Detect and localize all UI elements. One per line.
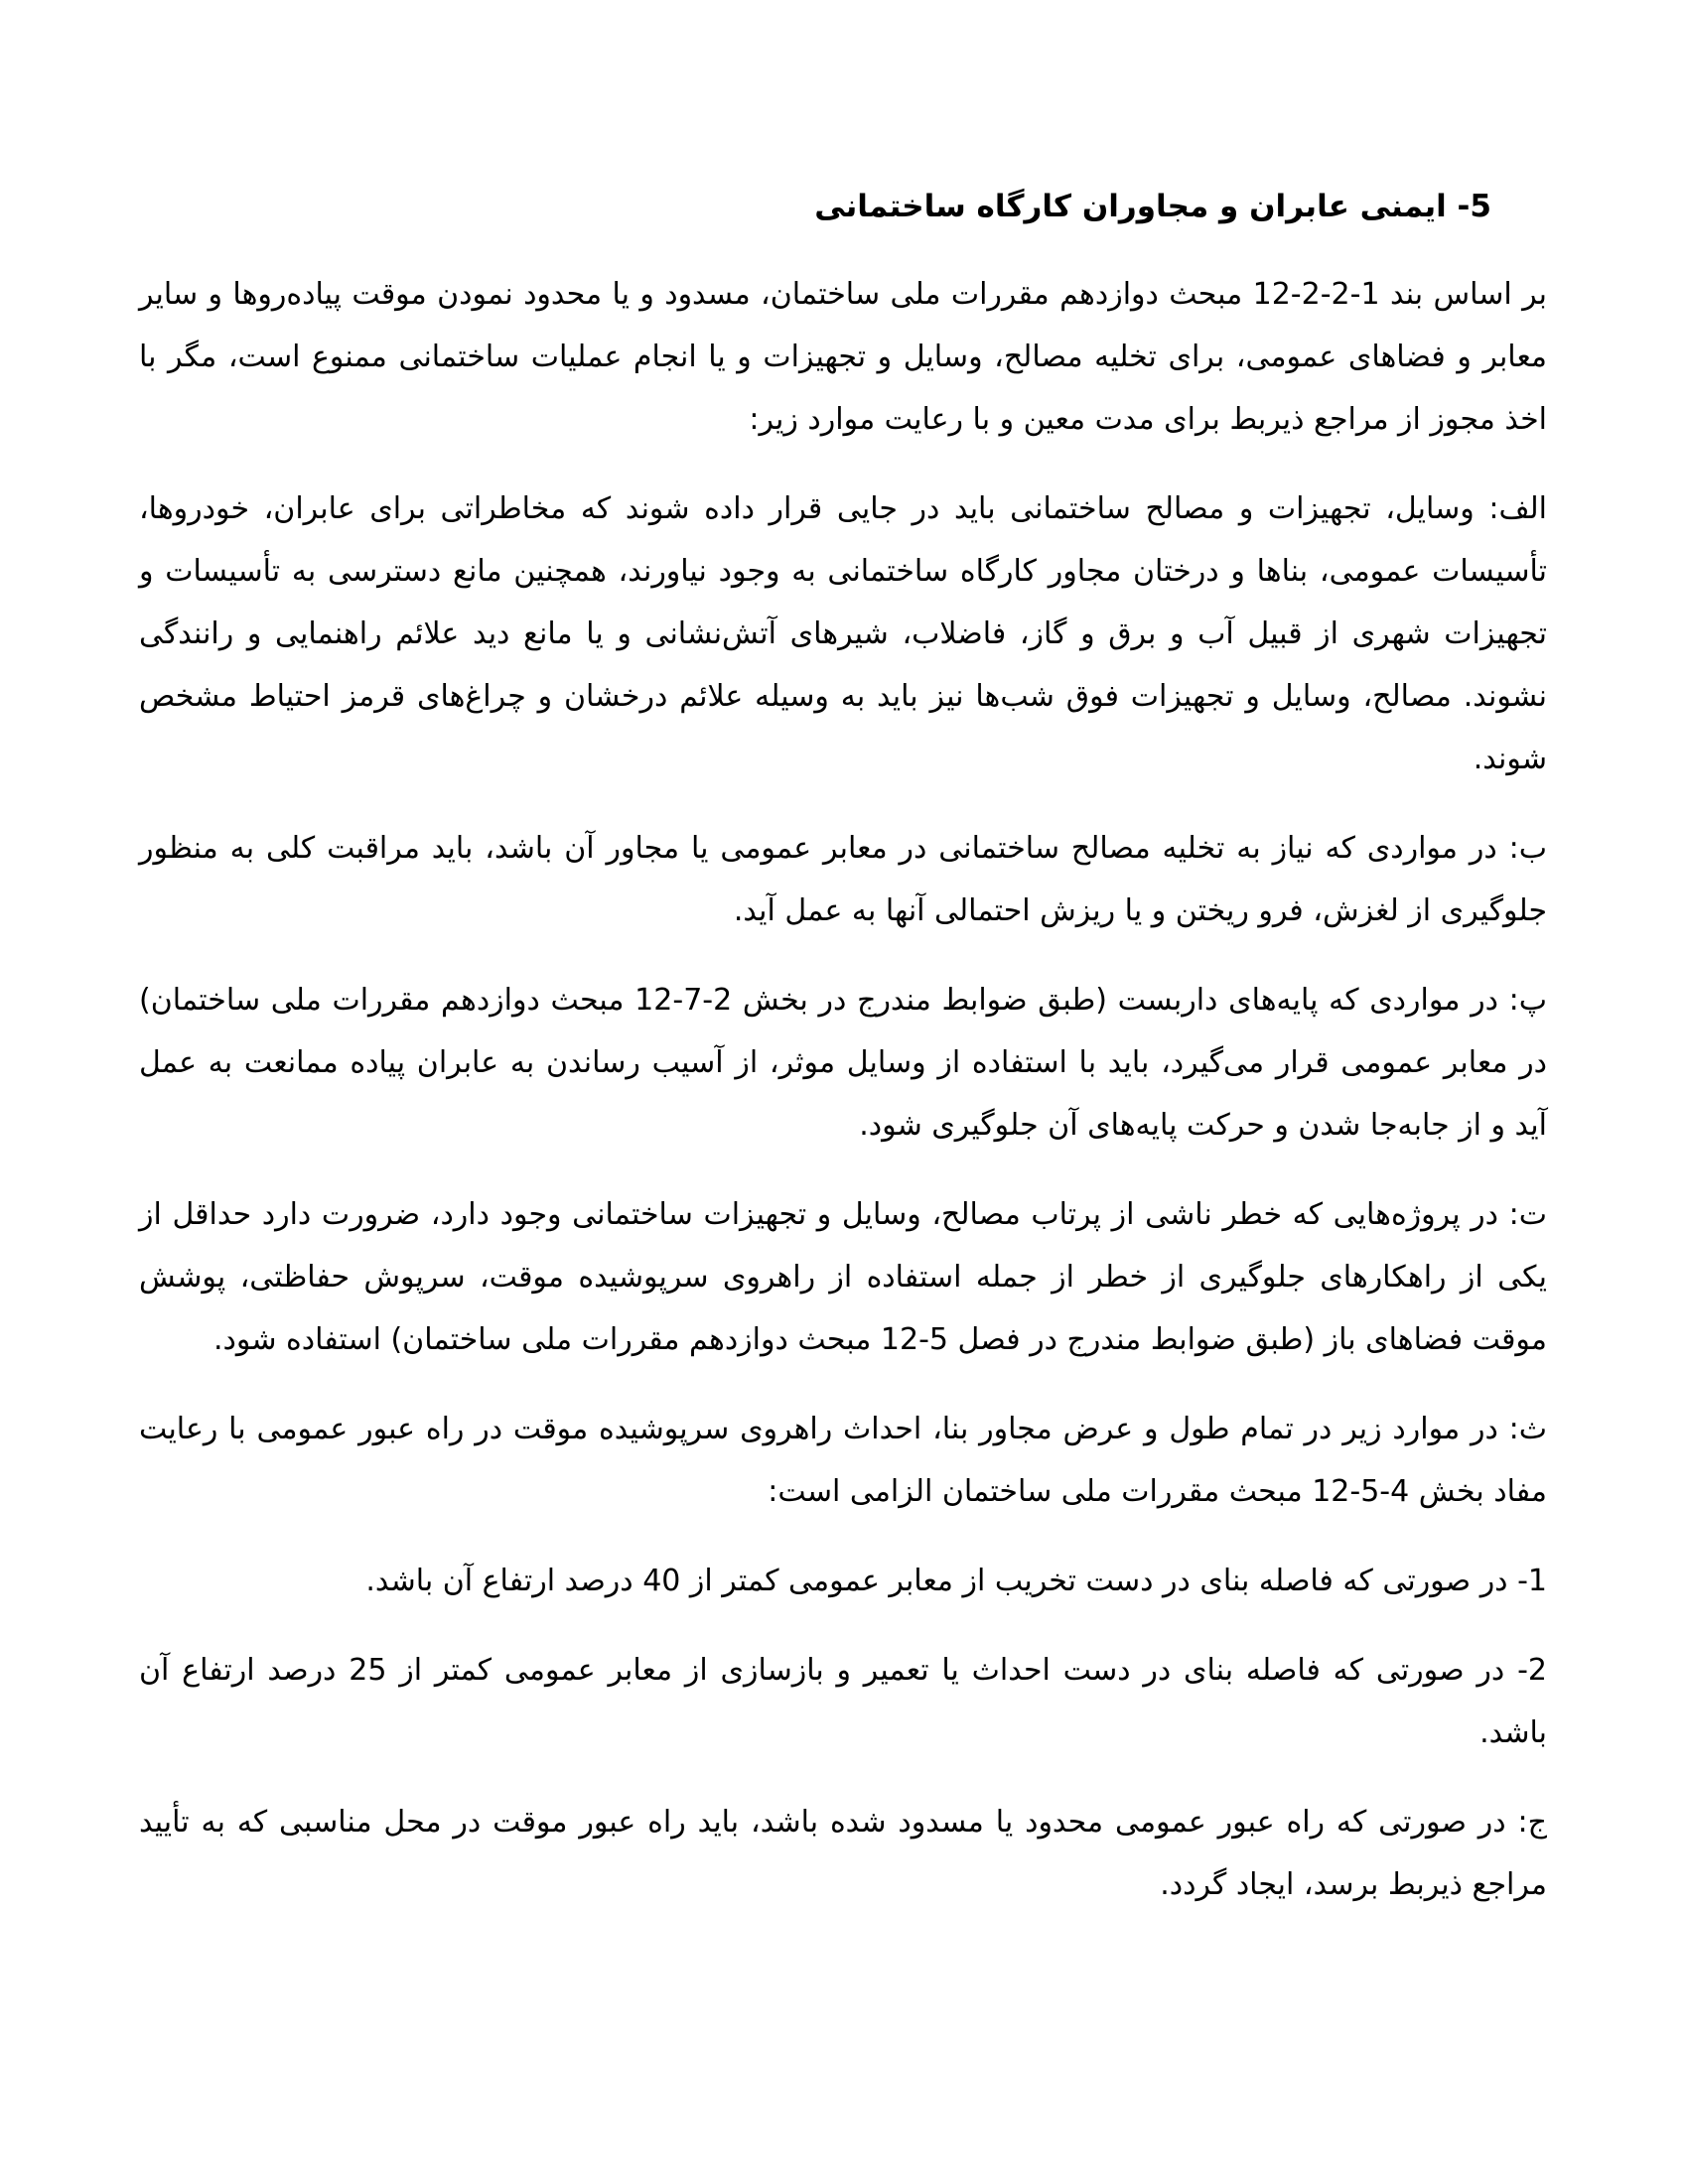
section-heading: 5- ایمنی عابران و مجاوران کارگاه ساختمانی <box>814 189 1491 224</box>
list-item-1: 1- در صورتی که فاصله بنای در دست تخریب از معابر عمومی کمتر از 40 درصد ارتفاع آن باشد. <box>365 1564 1547 1598</box>
paragraph-clause-se: ث: در موارد زیر در تمام طول و عرض مجاور بنا، احداث راهروی سرپوشیده موقت در راه عبور عمومی با رعایت مفاد بخش 4-5-12 مبحث مقررات ملی ساختمان الزامی است: <box>139 1412 1547 1509</box>
document-content <box>139 263 1547 1916</box>
paragraph-clause-jim: ج: در صورتی که راه عبور عمومی محدود یا مسدود شده باشد، باید راه عبور موقت در محل مناسبی که به تأیید مراجع ذیربط برسد، ایجاد گردد. <box>139 1805 1547 1902</box>
paragraph-clause-be: ب: در مواردی که نیاز به تخلیه مصالح ساختمانی در معابر عمومی یا مجاور آن باشد، باید مراقبت کلی به منظور جلوگیری از لغزش، فرو ریختن و یا ریزش احتمالی آنها به عمل آید. <box>139 831 1547 928</box>
paragraph-intro: بر اساس بند 1-2-2-12 مبحث دوازدهم مقررات ملی ساختمان، مسدود و یا محدود نمودن موقت پیاده‌روها و سایر معابر و فضاهای عمومی، برای تخلیه مصالح، وسایل و تجهیزات و یا انجام عملیات ساختمانی ممنوع است، مگر با اخذ مجوز از مراجع ذیربط برای مدت معین و با رعایت موارد زیر: <box>139 277 1547 437</box>
list-item-2: 2- در صورتی که فاصله بنای در دست احداث یا تعمیر و بازسازی از معابر عمومی کمتر از 25 درصد ارتفاع آن باشد. <box>139 1653 1547 1750</box>
paragraph-clause-te: ت: در پروژه‌هایی که خطر ناشی از پرتاب مصالح، وسایل و تجهیزات ساختمانی وجود دارد، ضرورت دارد حداقل از یکی از راهکارهای جلوگیری از خطر از جمله استفاده از راهروی سرپوشیده موقت، سرپوش حفاظتی، پوشش موقت فضاهای باز (طبق ضوابط مندرج در فصل 5-12 مبحث دوازدهم مقررات ملی ساختمان) استفاده شود. <box>139 1197 1547 1357</box>
paragraph-clause-pe: پ: در مواردی که پایه‌های داربست (طبق ضوابط مندرج در بخش 2-7-12 مبحث دوازدهم مقررات ملی ساختمان) در معابر عمومی قرار می‌گیرد، باید با استفاده از وسایل موثر، از آسیب رساندن به عابران پیاده ممانعت به عمل آید و از جابه‌جا شدن و حرکت پایه‌های آن جلوگیری شود. <box>139 983 1548 1143</box>
paragraph-clause-alef: الف: وسایل، تجهیزات و مصالح ساختمانی باید در جایی قرار داده شوند که مخاطراتی برای عابران، خودروها، تأسیسات عمومی، بناها و درختان مجاور کارگاه ساختمانی به وجود نیاورند، همچنین مانع دسترسی به تأسیسات و تجهیزات شهری از قبیل آب و برق و گاز، فاضلاب، شیرهای آتش‌نشانی و یا مانع دید علائم راهنمایی و رانندگی نشوند. مصالح، وسایل و تجهیزات فوق شب‌ها نیز باید به وسیله علائم درخشان و چراغ‌های قرمز احتیاط مشخص شوند. <box>139 491 1547 776</box>
